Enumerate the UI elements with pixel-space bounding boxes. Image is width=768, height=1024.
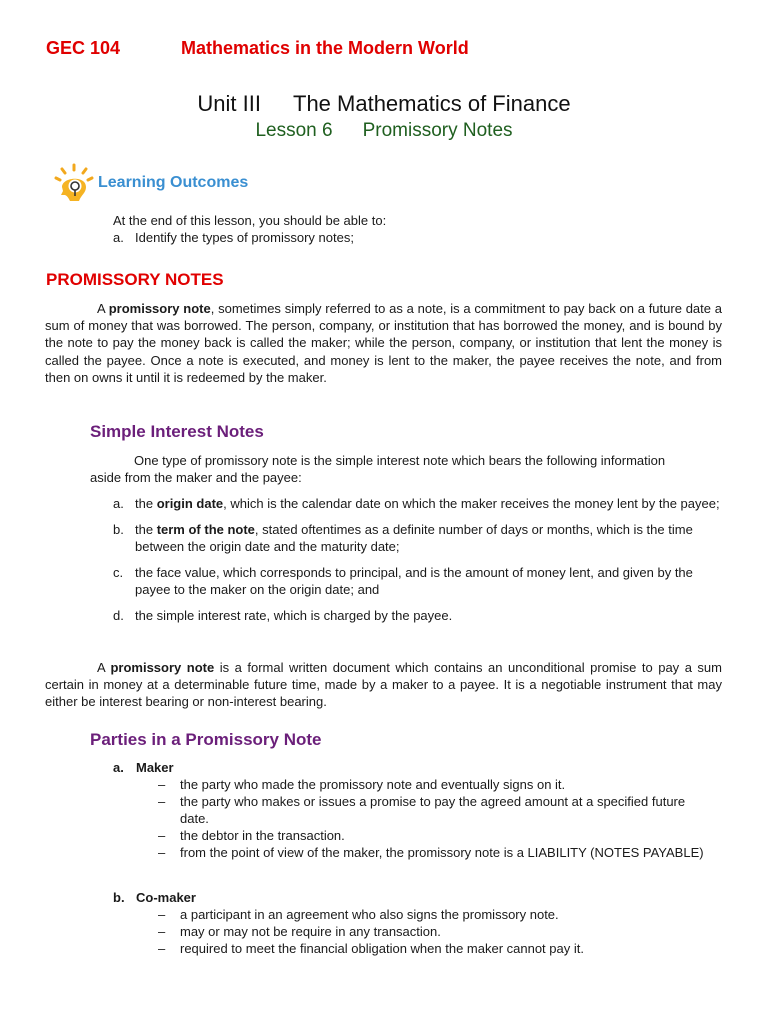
- party-co-maker: [113, 889, 713, 957]
- party-point: – required to meet the financial obligation when the maker cannot pay it.: [158, 941, 584, 956]
- party-point: – from the point of view of the maker, the promissory note is a LIABILITY (NOTES PAYABLE): [158, 845, 704, 860]
- lesson-label: Lesson 6: [255, 120, 333, 141]
- list-item: b. the term of the note, stated oftentimes as a definite number of days or months, which is the time between the origin date and the maturity date;: [113, 522, 693, 554]
- course-header: [46, 38, 469, 59]
- learning-outcome-item: [113, 229, 386, 246]
- promissory-note-paragraph: A promissory note, sometimes simply referred to as a note, is a commitment to pay back on a future date a sum of money that was borrowed. The person, company, or institution that has borrowed the money, and is bound by the note to pay the money back is called the maker; while the person, company, or institution that lent the money is called the payee. Once a note is executed, and money is lent to the maker, the payee receives the note, and from then on owns it until it is redeemed by the maker.: [45, 301, 722, 385]
- lesson-name: Promissory Notes: [362, 120, 513, 141]
- learning-outcomes-intro: At the end of this lesson, you should be able to:: [113, 213, 387, 228]
- section-heading-promissory-notes: PROMISSORY NOTES: [46, 270, 224, 289]
- definition-paragraph: A promissory note is a formal written document which contains an unconditional promise to pay a sum certain in money at a determinable future time, made by a maker to a payee. It is a negotiable instrument that may either be interest bearing or non-interest bearing.: [45, 660, 722, 710]
- item-label: a.: [113, 230, 124, 245]
- lightbulb-head-icon: [48, 163, 94, 207]
- party-point: – the debtor in the transaction.: [158, 828, 345, 843]
- party-point: – a participant in an agreement who also signs the promissory note.: [158, 907, 559, 922]
- lesson-title: [0, 120, 768, 142]
- course-title: Mathematics in the Modern World: [181, 38, 469, 58]
- party-heading: a. Maker: [113, 760, 174, 775]
- unit-label: Unit III: [197, 91, 261, 116]
- course-code: GEC 104: [46, 38, 121, 58]
- party-point: – the party who made the promissory note and eventually signs on it.: [158, 777, 566, 792]
- party-heading: b. Co-maker: [113, 890, 196, 905]
- list-item: a. the origin date, which is the calendar date on which the maker receives the money lent by the payee;: [113, 496, 720, 511]
- bold-term: promissory note: [108, 301, 211, 316]
- learning-outcomes-heading: Learning Outcomes: [98, 174, 249, 191]
- party-point: – may or may not be require in any transaction.: [158, 924, 441, 939]
- unit-title: [0, 91, 768, 117]
- bold-term: promissory note: [110, 660, 215, 675]
- item-text: Identify the types of promissory notes;: [135, 230, 354, 245]
- simple-interest-list: [113, 495, 723, 633]
- section-heading-simple-interest: Simple Interest Notes: [90, 422, 264, 441]
- party-point: – the party who makes or issues a promise to pay the agreed amount at a specified future date.: [158, 794, 686, 826]
- simple-interest-intro: One type of promissory note is the simple interest note which bears the following information aside from the maker and the payee:: [90, 453, 666, 485]
- unit-name: The Mathematics of Finance: [293, 91, 571, 116]
- learning-outcomes-body: [113, 212, 386, 246]
- section-heading-parties: Parties in a Promissory Note: [90, 730, 322, 749]
- list-item: d. the simple interest rate, which is charged by the payee.: [113, 608, 453, 623]
- list-item: c. the face value, which corresponds to principal, and is the amount of money lent, and given by the payee to the maker on the origin date; and: [113, 565, 693, 597]
- party-maker: [113, 759, 713, 861]
